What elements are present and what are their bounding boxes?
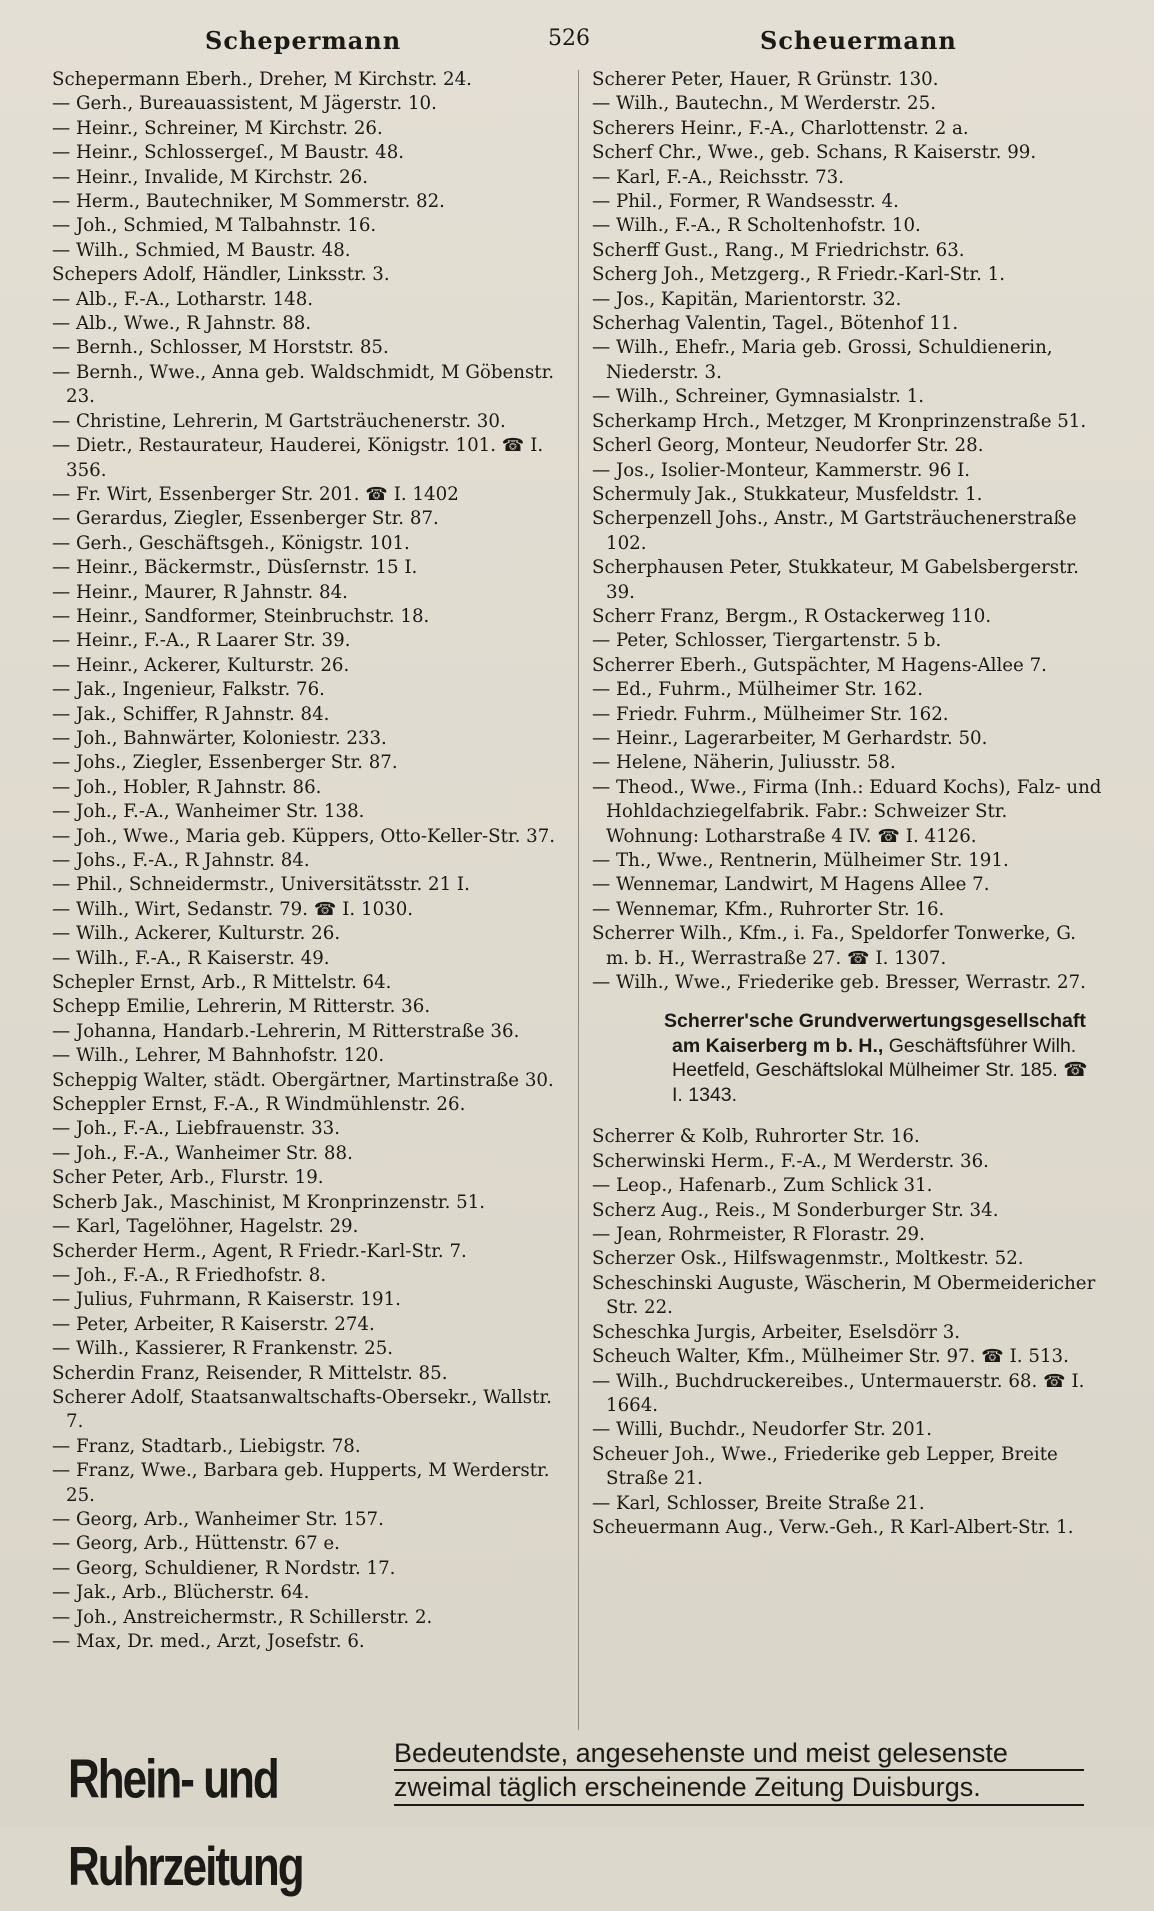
directory-entry: — Jak., Arb., Blücherstr. 64.	[52, 1582, 310, 1604]
directory-entry: — Joh., Hobler, R Jahnstr. 86.	[52, 776, 322, 798]
directory-entry: Scher Peter, Arb., Flurstr. 19.	[52, 1167, 324, 1189]
directory-entry: — Heinr., Lagerarbeiter, M Gerhardstr. 50.	[592, 727, 988, 749]
directory-entry: — Jean, Rohrmeister, R Florastr. 29.	[592, 1224, 925, 1246]
footer-rule-1	[394, 1769, 1084, 1771]
advert-entry	[592, 1009, 1102, 1107]
advert-firm: Scherrer'sche Grundverwertungsgesellschaft am Kaiserberg m b. H.,	[664, 1010, 1086, 1057]
directory-entry: — Wilh., Schmied, M Baustr. 48.	[52, 239, 351, 261]
directory-entry: — Jak., Ingenieur, Falkstr. 76.	[52, 679, 325, 701]
directory-entry: — Gerh., Geschäftsgeh., Königstr. 101.	[52, 532, 410, 554]
directory-entry: — Willi, Buchdr., Neudorfer Str. 201.	[592, 1419, 933, 1441]
directory-entry: Scheppig Walter, städt. Obergärtner, Martinstraße 30.	[52, 1069, 554, 1091]
directory-entry: — Alb., Wwe., R Jahnstr. 88.	[52, 313, 312, 335]
directory-entry: Scherzer Osk., Hilfswagenmstr., Moltkestr. 52.	[592, 1248, 1024, 1270]
directory-entry: — Joh., F.-A., Wanheimer Str. 88.	[52, 1142, 353, 1164]
directory-entry: — Heinr., Invalide, M Kirchstr. 26.	[52, 166, 369, 188]
directory-entry: Scherrer Wilh., Kfm., i. Fa., Speldorfer Tonwerke, G. m. b. H., Werrastraße 27. ☎ I. 1307.	[592, 923, 1077, 969]
directory-entry: — Bernh., Schlosser, M Horststr. 85.	[52, 337, 389, 359]
advert-text: Geschäftsführer Wilh. Heetfeld, Geschäftslokal Mülheimer Str. 185. ☎ I. 1343.	[672, 1034, 1088, 1106]
directory-entry: — Heinr., Schlossergeſ., M Baustr. 48.	[52, 142, 405, 164]
directory-entry: — Herm., Bautechniker, M Sommerstr. 82.	[52, 191, 445, 213]
directory-entry: — Joh., F.-A., Liebfrauenstr. 33.	[52, 1118, 341, 1140]
directory-entry: — Dietr., Restaurateur, Hauderei, Königstr. 101. ☎ I. 356.	[52, 435, 544, 481]
directory-entry: — Wennemar, Kfm., Ruhrorter Str. 16.	[592, 898, 945, 920]
column-divider	[578, 70, 579, 1730]
directory-entry: — Joh., Bahnwärter, Koloniestr. 233.	[52, 727, 387, 749]
directory-entry: — Wilh., Kassierer, R Frankenstr. 25.	[52, 1338, 394, 1360]
directory-entry: — Joh., F.-A., Wanheimer Str. 138.	[52, 801, 365, 823]
directory-entry: — Christine, Lehrerin, M Gartsträuchenerstr. 30.	[52, 410, 506, 432]
directory-entry: — Phil., Schneidermstr., Universitätsstr. 21 I.	[52, 874, 470, 896]
directory-entry: Scheuermann Aug., Verw.-Geh., R Karl-Albert-Str. 1.	[592, 1516, 1074, 1538]
directory-entry: — Leop., Hafenarb., Zum Schlick 31.	[592, 1175, 933, 1197]
directory-entry: Scherpenzell Johs., Anstr., M Gartsträuchenerstraße 102.	[592, 508, 1077, 554]
directory-entry: — Heinr., Bäckermstr., Düsſernstr. 15 I.	[52, 557, 418, 579]
page-number: 526	[548, 26, 590, 51]
directory-entry: — Wilh., F.-A., R Kaiserstr. 49.	[52, 947, 330, 969]
directory-entry: — Karl, Tagelöhner, Hagelstr. 29.	[52, 1216, 359, 1238]
directory-entry: — Theod., Wwe., Firma (Inh.: Eduard Kochs), Falz- und Hohldachziegelfabrik. Fabr.: Schweizer Str. Wohnung: Lotharstraße 4 IV. ☎ I. 4126.	[592, 776, 1102, 847]
directory-entry: Scherb Jak., Maschinist, M Kronprinzenstr. 51.	[52, 1191, 486, 1213]
directory-entry: Schepp Emilie, Lehrerin, M Ritterstr. 36.	[52, 996, 431, 1018]
directory-entry: — Th., Wwe., Rentnerin, Mülheimer Str. 191.	[592, 850, 1009, 871]
directory-entry: Scherwinski Herm., F.-A., M Werderstr. 36.	[592, 1150, 989, 1172]
directory-entry: Schepers Adolf, Händler, Linksstr. 3.	[52, 264, 390, 286]
directory-entry: Scherf Chr., Wwe., geb. Schans, R Kaiserstr. 99.	[592, 142, 1037, 164]
directory-entry: Scheschinski Auguste, Wäscherin, M Obermeidericher Str. 22.	[592, 1272, 1096, 1319]
directory-entry: — Wennemar, Landwirt, M Hagens Allee 7.	[592, 874, 990, 896]
directory-entry: — Georg, Arb., Hüttenstr. 67 e.	[52, 1533, 340, 1555]
directory-entry: — Karl, F.-A., Reichsstr. 73.	[592, 166, 844, 188]
directory-entry: — Gerardus, Ziegler, Essenberger Str. 87.	[52, 508, 439, 530]
directory-entry: — Max, Dr. med., Arzt, Josefstr. 6.	[52, 1631, 365, 1652]
directory-entry: — Fr. Wirt, Essenberger Str. 201. ☎ I. 1402	[52, 483, 459, 505]
directory-entry: — Wilh., Schreiner, Gymnasialstr. 1.	[592, 386, 925, 408]
directory-entry: — Wilh., Lehrer, M Bahnhofstr. 120.	[52, 1045, 385, 1067]
newspaper-brand: Rhein- und Ruhrzeitung	[68, 1748, 303, 1898]
directory-entry: — Wilh., F.-A., R Scholtenhofstr. 10.	[592, 215, 921, 237]
directory-entry: — Bernh., Wwe., Anna geb. Waldschmidt, M Göbenstr. 23.	[52, 361, 555, 408]
directory-entry: — Phil., Former, R Wandsesstr. 4.	[592, 191, 899, 213]
directory-entry: — Franz, Wwe., Barbara geb. Hupperts, M Werderstr. 25.	[52, 1460, 550, 1506]
left-column	[52, 68, 570, 1733]
directory-entry: — Wilh., Wirt, Sedanstr. 79. ☎ I. 1030.	[52, 898, 414, 920]
directory-entry: Scherrer Eberh., Gutspächter, M Hagens-Allee 7.	[592, 654, 1047, 676]
directory-entry: — Wilh., Buchdruckereibes., Untermauerstr. 68. ☎ I. 1664.	[592, 1370, 1085, 1416]
directory-entry: Scherkamp Hrch., Metzger, M Kronprinzenstraße 51.	[592, 410, 1087, 432]
directory-entry: — Alb., F.-A., Lotharstr. 148.	[52, 288, 314, 310]
directory-entry: — Heinr., Sandformer, Steinbruchstr. 18.	[52, 605, 430, 627]
directory-entry: — Joh., Schmied, M Talbahnstr. 16.	[52, 215, 377, 237]
directory-entry: — Jak., Schiffer, R Jahnstr. 84.	[52, 703, 330, 725]
directory-entry: Scheuch Walter, Kfm., Mülheimer Str. 97. ☎ I. 513.	[592, 1346, 1069, 1368]
directory-entry: Scherff Gust., Rang., M Friedrichstr. 63.	[592, 239, 965, 261]
directory-entry: — Helene, Näherin, Juliusstr. 58.	[592, 752, 896, 774]
directory-entry: Scherer Peter, Hauer, R Grünstr. 130.	[592, 69, 939, 90]
footer-line-1: Bedeutendste, angesehenste und meist gelesenste	[394, 1738, 1008, 1768]
directory-entry: Scherhag Valentin, Tagel., Bötenhof 11.	[592, 313, 959, 335]
running-head-right: Scheuermann	[760, 26, 957, 55]
directory-entry: — Heinr., Maurer, R Jahnstr. 84.	[52, 581, 348, 603]
directory-entry: — Joh., Wwe., Maria geb. Küppers, Otto-Keller-Str. 37.	[52, 825, 556, 847]
directory-entry: — Heinr., Schreiner, M Kirchstr. 26.	[52, 117, 383, 139]
directory-entry: — Karl, Schlosser, Breite Straße 21.	[592, 1492, 925, 1514]
directory-entry: Schepermann Eberh., Dreher, M Kirchstr. 24.	[52, 69, 472, 90]
directory-entry: — Gerh., Bureauassistent, M Jägerstr. 10.	[52, 93, 437, 115]
directory-entry: — Jos., Isolier-Monteur, Kammerstr. 96 I.	[592, 459, 971, 481]
directory-entry: Scheschka Jurgis, Arbeiter, Eselsdörr 3.	[592, 1321, 961, 1343]
right-column-entries	[592, 68, 1102, 995]
directory-entry: — Franz, Stadtarb., Liebigstr. 78.	[52, 1435, 361, 1457]
directory-entry: — Joh., Anstreichermstr., R Schillerstr. 2.	[52, 1606, 433, 1628]
directory-entry: — Wilh., Ehefr., Maria geb. Grossi, Schuldienerin, Niederstr. 3.	[592, 337, 1053, 383]
directory-entry: — Wilh., Bautechn., M Werderstr. 25.	[592, 93, 936, 115]
directory-entry: Scherrer & Kolb, Ruhrorter Str. 16.	[592, 1126, 920, 1148]
directory-entry: — Georg, Arb., Wanheimer Str. 157.	[52, 1508, 384, 1530]
directory-entry: — Johs., Ziegler, Essenberger Str. 87.	[52, 752, 398, 774]
directory-entry: Scherg Joh., Metzgerg., R Friedr.-Karl-Str. 1.	[592, 264, 1005, 286]
directory-entry: — Johanna, Handarb.-Lehrerin, M Ritterstraße 36.	[52, 1020, 520, 1042]
directory-entry: Scheppler Ernst, F.-A., R Windmühlenstr. 26.	[52, 1094, 466, 1116]
directory-entry: Scherz Aug., Reis., M Sonderburger Str. 34.	[592, 1199, 999, 1221]
footer-line-2: zweimal täglich erscheinende Zeitung Duisburgs.	[394, 1772, 981, 1802]
directory-entry: Scherers Heinr., F.-A., Charlottenstr. 2 a.	[592, 117, 969, 139]
right-column-entries-after	[592, 1125, 1102, 1540]
directory-entry: — Georg, Schuldiener, R Nordstr. 17.	[52, 1557, 396, 1579]
directory-entry: — Joh., F.-A., R Friedhofstr. 8.	[52, 1264, 327, 1286]
directory-entry: — Julius, Fuhrmann, R Kaiserstr. 191.	[52, 1289, 401, 1311]
directory-entry: — Jos., Kapitän, Marientorstr. 32.	[592, 288, 902, 310]
directory-entry: — Friedr. Fuhrm., Mülheimer Str. 162.	[592, 703, 949, 725]
newspaper-advert-footer	[68, 1736, 1108, 1898]
directory-entry: Schermuly Jak., Stukkateur, Musfeldstr. 1.	[592, 483, 983, 505]
directory-entry: — Peter, Arbeiter, R Kaiserstr. 274.	[52, 1313, 375, 1335]
directory-entry: — Wilh., Ackerer, Kulturstr. 26.	[52, 923, 341, 945]
directory-entry: — Ed., Fuhrm., Mülheimer Str. 162.	[592, 679, 924, 701]
right-column	[592, 68, 1102, 1733]
footer-rule-2	[394, 1804, 1084, 1806]
directory-entry: Scherder Herm., Agent, R Friedr.-Karl-Str. 7.	[52, 1240, 467, 1262]
directory-entry: Schepler Ernst, Arb., R Mittelstr. 64.	[52, 972, 392, 994]
directory-entry: — Heinr., F.-A., R Laarer Str. 39.	[52, 630, 351, 652]
running-head-left: Schepermann	[205, 26, 402, 55]
directory-entry: — Heinr., Ackerer, Kulturstr. 26.	[52, 654, 350, 676]
directory-entry: Scherdin Franz, Reisender, R Mittelstr. 85.	[52, 1362, 448, 1384]
directory-entry: — Wilh., Wwe., Friederike geb. Bresser, Werrastr. 27.	[592, 972, 1086, 994]
directory-entry: — Johs., F.-A., R Jahnstr. 84.	[52, 850, 310, 871]
directory-entry: Scheuer Joh., Wwe., Friederike geb Lepper, Breite Straße 21.	[592, 1443, 1058, 1490]
directory-entry: — Peter, Schlosser, Tiergartenstr. 5 b.	[592, 630, 942, 652]
directory-entry: Scherr Franz, Bergm., R Ostackerweg 110.	[592, 605, 992, 627]
directory-entry: Scherl Georg, Monteur, Neudorfer Str. 28.	[592, 435, 984, 457]
page-header	[0, 22, 1154, 62]
directory-entry: Scherer Adolf, Staatsanwaltschafts-Obersekr., Wallstr. 7.	[52, 1386, 552, 1433]
directory-entry: Scherphausen Peter, Stukkateur, M Gabelsbergerstr. 39.	[592, 557, 1079, 603]
